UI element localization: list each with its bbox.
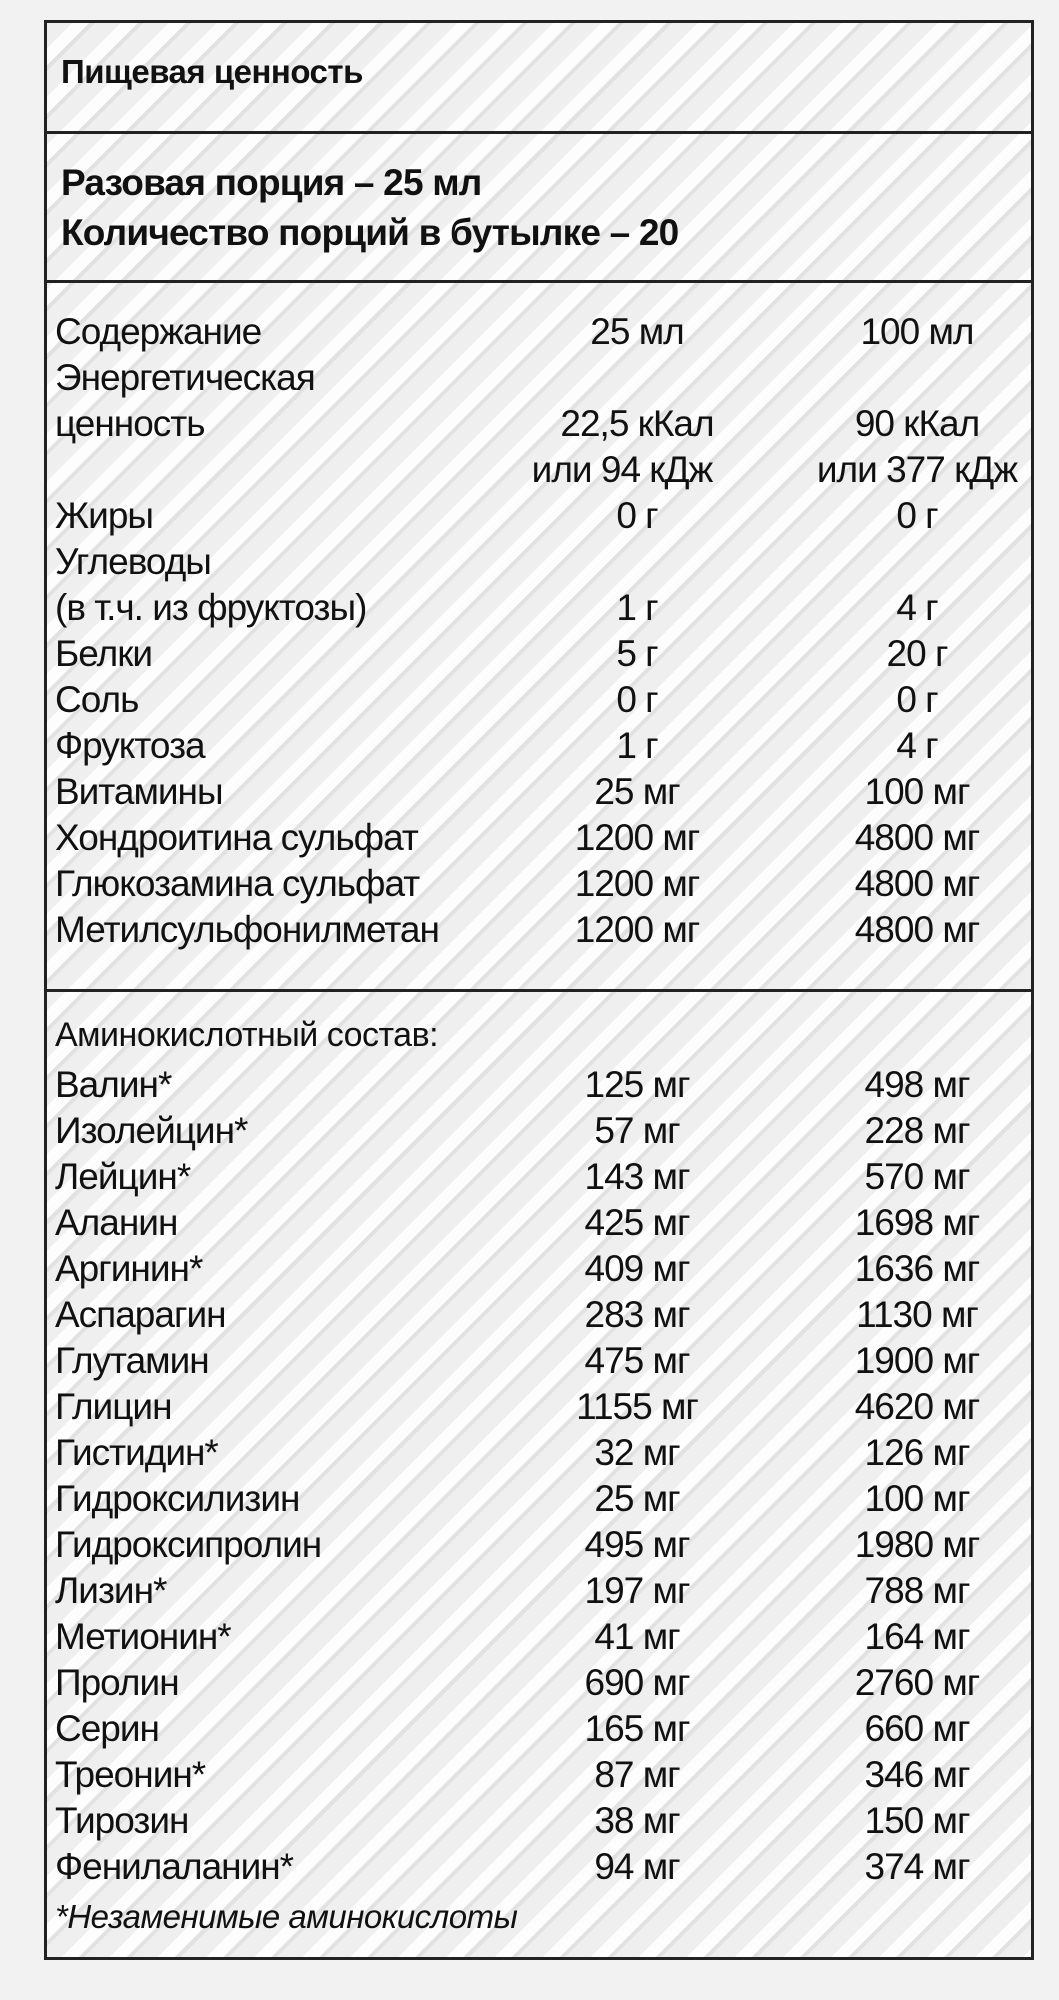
- nutrition-row: [47, 767, 1031, 813]
- amino-row: [47, 1474, 1031, 1520]
- row-value-25ml: 5 г: [616, 633, 658, 674]
- energy-row-2: [47, 399, 1031, 445]
- row-name: Углеводы: [55, 541, 211, 582]
- row-value-25ml: 690 мг: [584, 1662, 690, 1703]
- nutrition-row: [47, 905, 1031, 951]
- energy-col2-line2: или 377 кДж: [816, 449, 1018, 490]
- row-value-25ml: 475 мг: [584, 1340, 690, 1381]
- amino-row: [47, 1198, 1031, 1244]
- energy-name-line1: Энергетическая: [55, 357, 315, 398]
- row-value-100ml: 228 мг: [864, 1110, 970, 1151]
- amino-row: [47, 1152, 1031, 1198]
- row-name: Серин: [55, 1708, 159, 1749]
- row-name: Аргинин*: [55, 1248, 203, 1289]
- row-name: Треонин*: [55, 1754, 206, 1795]
- row-value-25ml: 1 г: [616, 587, 658, 628]
- row-value-25ml: 283 мг: [584, 1294, 690, 1335]
- nutrition-label: [44, 20, 1034, 1960]
- row-value-25ml: 1155 мг: [576, 1386, 698, 1427]
- row-value-25ml: 425 мг: [584, 1202, 690, 1243]
- row-value-100ml: 498 мг: [864, 1064, 970, 1105]
- row-value-100ml: 4800 мг: [854, 863, 980, 904]
- row-value-25ml: 41 мг: [594, 1616, 680, 1657]
- row-name: Тирозин: [55, 1800, 189, 1841]
- amino-row: [47, 1796, 1031, 1842]
- row-name: Глицин: [55, 1386, 172, 1427]
- row-name: Гидроксипролин: [55, 1524, 322, 1565]
- row-name: Белки: [55, 633, 153, 674]
- row-value-100ml: 164 мг: [864, 1616, 970, 1657]
- row-value-100ml: 1900 мг: [854, 1340, 980, 1381]
- row-name: Глюкозамина сульфат: [55, 863, 420, 904]
- row-value-25ml: 1 г: [616, 725, 658, 766]
- serving-size: Разовая порция – 25 мл: [61, 162, 482, 203]
- row-value-25ml: 1200 мг: [574, 863, 700, 904]
- nutrition-row: [47, 537, 1031, 583]
- row-value-100ml: 126 мг: [864, 1432, 970, 1473]
- row-value-25ml: 125 мг: [584, 1064, 690, 1105]
- nutrition-row: [47, 629, 1031, 675]
- amino-section: [47, 992, 1031, 1936]
- energy-col1-line1: 22,5 кКал: [560, 403, 714, 444]
- row-value-100ml: 4620 мг: [854, 1386, 980, 1427]
- amino-heading: Аминокислотный состав:: [55, 1016, 439, 1054]
- row-value-100ml: 4 г: [896, 587, 938, 628]
- row-name: Витамины: [55, 771, 223, 812]
- row-name: Соль: [55, 679, 139, 720]
- row-value-25ml: 1200 мг: [574, 817, 700, 858]
- amino-row: [47, 1244, 1031, 1290]
- row-value-25ml: 94 мг: [594, 1846, 680, 1887]
- row-value-25ml: 87 мг: [594, 1754, 680, 1795]
- amino-row: [47, 1566, 1031, 1612]
- row-value-100ml: 100 мг: [864, 771, 970, 812]
- row-name: Лейцин*: [55, 1156, 191, 1197]
- row-value-100ml: 1980 мг: [854, 1524, 980, 1565]
- row-name: Фруктоза: [55, 725, 205, 766]
- row-value-100ml: 374 мг: [864, 1846, 970, 1887]
- row-name: Хондроитина сульфат: [55, 817, 418, 858]
- serving-section: [47, 134, 1031, 280]
- amino-row: [47, 1842, 1031, 1888]
- row-name: Пролин: [55, 1662, 179, 1703]
- row-value-100ml: 788 мг: [864, 1570, 970, 1611]
- row-value-100ml: 2760 мг: [854, 1662, 980, 1703]
- row-value-100ml: 0 г: [896, 679, 938, 720]
- row-name: Метионин*: [55, 1616, 231, 1657]
- row-value-100ml: 4800 мг: [854, 817, 980, 858]
- row-value-25ml: 25 мг: [594, 771, 680, 812]
- footnote: *Незаменимые аминокислоты: [55, 1898, 518, 1935]
- row-value-25ml: 143 мг: [584, 1156, 690, 1197]
- label-title: Пищевая ценность: [61, 53, 363, 90]
- amino-row: [47, 1336, 1031, 1382]
- nutrition-section: [47, 283, 1031, 989]
- row-value-100ml: 346 мг: [864, 1754, 970, 1795]
- row-value-100ml: 150 мг: [864, 1800, 970, 1841]
- nutrition-header-row: [47, 307, 1031, 353]
- row-name: Гистидин*: [55, 1432, 218, 1473]
- amino-row: [47, 1106, 1031, 1152]
- row-name: Лизин*: [55, 1570, 167, 1611]
- row-value-100ml: 100 мг: [864, 1478, 970, 1519]
- row-name: (в т.ч. из фруктозы): [55, 587, 367, 628]
- nutrition-rows: [47, 491, 1031, 951]
- nutrition-row: [47, 675, 1031, 721]
- row-name: Жиры: [55, 495, 154, 536]
- row-value-25ml: 165 мг: [584, 1708, 690, 1749]
- row-value-25ml: 38 мг: [594, 1800, 680, 1841]
- header-col2: 100 мл: [860, 311, 974, 352]
- row-name: Метилсульфонилметан: [55, 909, 439, 950]
- row-name: Аспарагин: [55, 1294, 226, 1335]
- amino-row: [47, 1704, 1031, 1750]
- row-value-25ml: 57 мг: [594, 1110, 680, 1151]
- row-value-25ml: 1200 мг: [574, 909, 700, 950]
- energy-row-1: [47, 353, 1031, 399]
- nutrition-row: [47, 859, 1031, 905]
- nutrition-row: [47, 721, 1031, 767]
- amino-row: [47, 1750, 1031, 1796]
- header-col1: 25 мл: [590, 311, 684, 352]
- row-value-100ml: 570 мг: [864, 1156, 970, 1197]
- amino-row: [47, 1382, 1031, 1428]
- amino-row: [47, 1428, 1031, 1474]
- energy-col1-line2: или 94 кДж: [531, 449, 713, 490]
- energy-row-3: [47, 445, 1031, 491]
- row-value-100ml: 1130 мг: [856, 1294, 978, 1335]
- row-value-100ml: 1636 мг: [854, 1248, 980, 1289]
- amino-row: [47, 1612, 1031, 1658]
- row-name: Глутамин: [55, 1340, 209, 1381]
- energy-name-line2: ценность: [55, 403, 205, 444]
- row-value-25ml: 409 мг: [584, 1248, 690, 1289]
- row-value-100ml: 20 г: [886, 633, 948, 674]
- row-value-100ml: 660 мг: [864, 1708, 970, 1749]
- amino-row: [47, 1060, 1031, 1106]
- header-name: Содержание: [55, 311, 262, 352]
- row-value-25ml: 25 мг: [594, 1478, 680, 1519]
- nutrition-row: [47, 583, 1031, 629]
- row-name: Аланин: [55, 1202, 178, 1243]
- row-value-100ml: 4800 мг: [854, 909, 980, 950]
- servings-per-bottle: Количество порций в бутылке – 20: [61, 212, 679, 253]
- row-value-25ml: 495 мг: [584, 1524, 690, 1565]
- row-value-100ml: 4 г: [896, 725, 938, 766]
- amino-rows: [47, 1060, 1031, 1888]
- row-name: Валин*: [55, 1064, 172, 1105]
- nutrition-row: [47, 491, 1031, 537]
- energy-col2-line1: 90 кКал: [854, 403, 980, 444]
- row-name: Гидроксилизин: [55, 1478, 300, 1519]
- row-value-100ml: 0 г: [896, 495, 938, 536]
- row-value-100ml: 1698 мг: [854, 1202, 980, 1243]
- row-name: Фенилаланин*: [55, 1846, 294, 1887]
- nutrition-row: [47, 813, 1031, 859]
- row-name: Изолейцин*: [55, 1110, 248, 1151]
- row-value-25ml: 32 мг: [594, 1432, 680, 1473]
- amino-row: [47, 1290, 1031, 1336]
- title-section: [47, 23, 1031, 131]
- row-value-25ml: 0 г: [616, 495, 658, 536]
- amino-row: [47, 1658, 1031, 1704]
- row-value-25ml: 197 мг: [584, 1570, 690, 1611]
- amino-row: [47, 1520, 1031, 1566]
- row-value-25ml: 0 г: [616, 679, 658, 720]
